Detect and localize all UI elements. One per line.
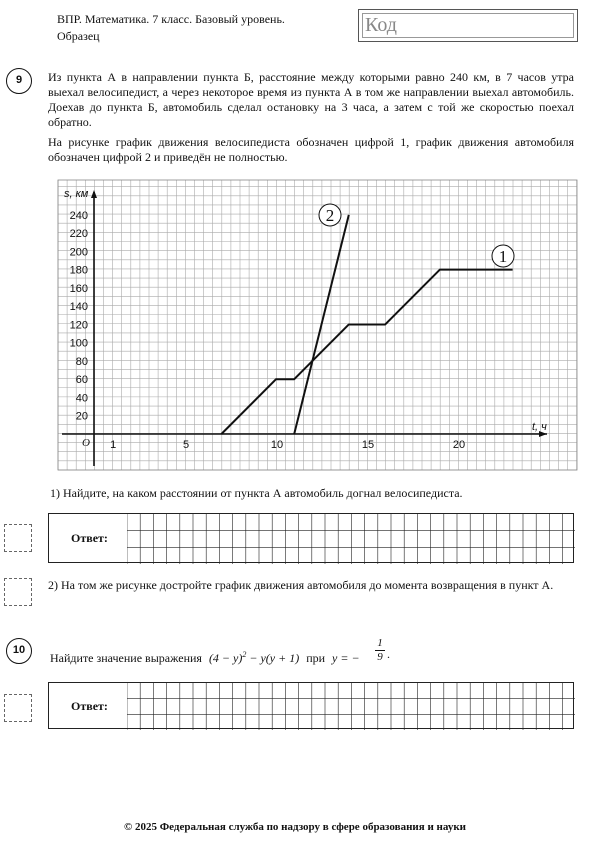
- task-9-paragraph-2: На рисунке график движения велосипедиста обозначен цифрой 1, график движения автомобиля обозначен цифрой 2 и приведён не полностью.: [48, 135, 574, 164]
- x-axis-label: t, ч: [532, 421, 547, 433]
- x-tick-label: 1: [110, 439, 117, 451]
- y-tick-label: 60: [75, 374, 88, 387]
- task-10-variable: y = −: [332, 651, 360, 665]
- header-line-1: ВПР. Математика. 7 класс. Базовый уровень.: [57, 12, 285, 26]
- task-9-question-1: 1) Найдите, на каком расстоянии от пункта А автомобиль догнал велосипедиста.: [50, 486, 463, 500]
- chart-grid: [58, 180, 577, 470]
- task-9-question-2: 2) На том же рисунке достройте график движения автомобиля до момента возвращения в пункт А.: [48, 578, 554, 592]
- task-9-paragraph-1: Из пункта А в направлении пункта Б, расстояние между которыми равно 240 км, в 7 часов утра выехал велосипедист, а через некоторое время из пункта А в том же направлении выехал автомобиль. Доехав до пункта Б, автомобиль сделал остановку на 3 часа, а затем с той же скоростью поехал обратно.: [48, 70, 574, 129]
- page-footer: © 2025 Федеральная служба по надзору в сфере образования и науки: [123, 821, 466, 833]
- series-marker-label-1: 1: [498, 247, 508, 266]
- y-tick-label: 80: [75, 355, 88, 368]
- chart-labels: [64, 188, 547, 449]
- y-tick-label: 180: [69, 264, 88, 277]
- score-box-10[interactable]: [4, 694, 32, 722]
- score-box-9-1[interactable]: [4, 524, 32, 552]
- y-tick-label: 40: [75, 392, 88, 405]
- y-tick-label: 140: [69, 301, 88, 314]
- y-tick-label: 20: [75, 410, 88, 423]
- y-axis-label: s, км: [64, 188, 89, 200]
- answer-box-9-1[interactable]: [48, 513, 574, 563]
- header-line-2: Образец: [57, 29, 100, 43]
- x-tick-label: 15: [361, 439, 375, 451]
- answer-grid-9-1: [127, 514, 575, 564]
- series-line-1: [221, 270, 512, 434]
- answer-label-10: Ответ:: [71, 699, 108, 713]
- task-10-expression: $(4 - y)^2 - y(y + 1)$: [208, 650, 300, 665]
- task-9-number: 9: [6, 68, 32, 94]
- y-axis-arrow: [91, 190, 97, 198]
- y-tick-label: 200: [69, 246, 88, 259]
- task-10-period: .: [387, 647, 390, 661]
- origin-label: O: [82, 437, 90, 449]
- series-line-2: [294, 215, 349, 434]
- chart-series: [221, 215, 512, 434]
- y-tick-label: 220: [69, 228, 88, 241]
- task-10-when: при: [306, 651, 326, 665]
- task-10-intro: Найдите значение выражения: [50, 651, 202, 665]
- answer-grid-10: [127, 683, 575, 730]
- x-tick-label: 5: [182, 439, 190, 451]
- y-tick-label: 100: [69, 337, 88, 350]
- code-label: Код: [365, 14, 397, 36]
- y-tick-label: 240: [69, 209, 88, 222]
- task-10-number: 10: [6, 638, 32, 664]
- answer-box-10[interactable]: [48, 682, 574, 729]
- task-10-fraction: 1 9: [375, 637, 385, 664]
- series-marker-label-2: 2: [325, 206, 335, 225]
- score-box-9-2[interactable]: [4, 578, 32, 606]
- y-tick-label: 120: [69, 319, 88, 332]
- answer-label-9-1: Ответ:: [71, 531, 108, 545]
- task-10-text: [50, 647, 360, 666]
- y-tick-label: 160: [69, 282, 88, 295]
- chart-axes: [62, 190, 547, 466]
- x-tick-label: 20: [452, 439, 466, 451]
- x-tick-label: 10: [270, 439, 284, 451]
